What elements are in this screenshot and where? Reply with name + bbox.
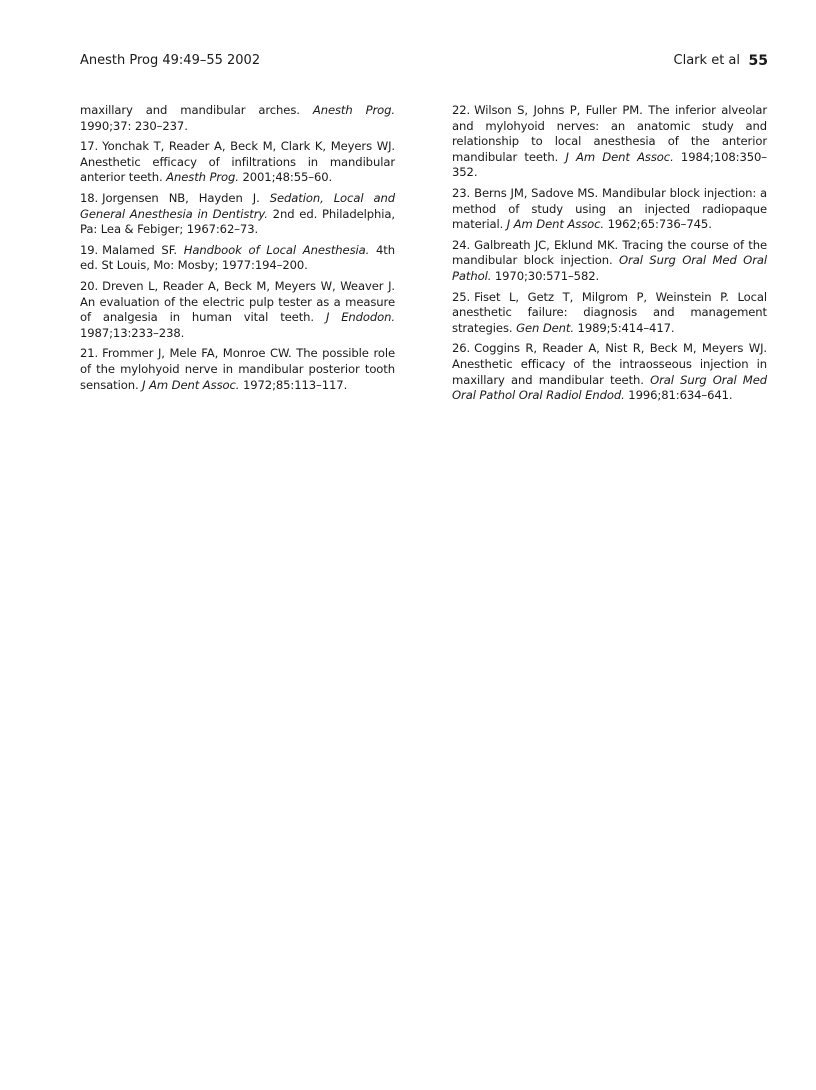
reference-item: 18. Jorgensen NB, Hayden J. Sedation, Local and General Anesthesia in Dentistry. 2nd ed. Philadelphia, Pa: Lea & Febiger; 1967:62–73. xyxy=(80,190,396,237)
reference-item: 19. Malamed SF. Handbook of Local Anesthesia. 4th ed. St Louis, Mo: Mosby; 1977:194–200. xyxy=(80,242,395,273)
page-header xyxy=(80,50,768,72)
reference-column-left xyxy=(80,103,395,398)
reference-item: 23. Berns JM, Sadove MS. Mandibular block injection: a method of study using an injected radiopaque material. J Am Dent Assoc. 1962;65:736–745. xyxy=(452,185,767,232)
reference-item: 25. Fiset L, Getz T, Milgrom P, Weinstein P. Local anesthetic failure: diagnosis and management strategies. Gen Dent. 1989;5:414–417. xyxy=(452,289,767,335)
page-number: 55 xyxy=(748,53,768,69)
reference-item: maxillary and mandibular arches. Anesth Prog. 1990;37: 230–237. xyxy=(80,103,395,133)
reference-column-right xyxy=(452,103,767,409)
running-head: Clark et al xyxy=(673,53,740,68)
reference-item: 17. Yonchak T, Reader A, Beck M, Clark K, Meyers WJ. Anesthetic efficacy of infiltrations in mandibular anterior teeth. Anesth Prog. 2001;48:55–60. xyxy=(80,139,395,185)
reference-item: 20. Dreven L, Reader A, Beck M, Meyers W, Weaver J. An evaluation of the electric pulp tester as a measure of analgesia in human vital teeth. J Endodon. 1987;13:233–238. xyxy=(80,278,396,340)
journal-citation: Anesth Prog 49:49–55 2002 xyxy=(80,53,261,68)
reference-item: 22. Wilson S, Johns P, Fuller PM. The inferior alveolar and mylohyoid nerves: an anatomic study and relationship to local anesthesia of the anterior mandibular teeth. J Am Dent Assoc. 1984;108:350–352. xyxy=(452,103,767,180)
reference-item: 26. Coggins R, Reader A, Nist R, Beck M, Meyers WJ. Anesthetic efficacy of the intraosseous injection in maxillary and mandibular teeth. Oral Surg Oral Med Oral Pathol Oral Radiol Endod. 1996;81:634–641. xyxy=(452,341,767,403)
reference-item: 21. Frommer J, Mele FA, Monroe CW. The possible role of the mylohyoid nerve in mandibular posterior tooth sensation. J Am Dent Assoc. 1972;85:113–117. xyxy=(80,346,395,392)
reference-item: 24. Galbreath JC, Eklund MK. Tracing the course of the mandibular block injection. Oral Surg Oral Med Oral Pathol. 1970;30:571–582. xyxy=(452,237,767,283)
